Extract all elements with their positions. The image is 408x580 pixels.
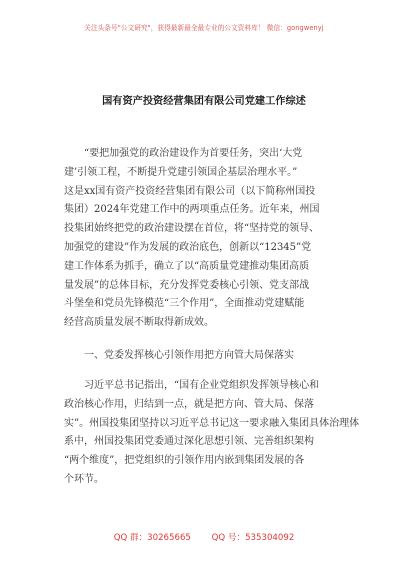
paragraph-intro [64,145,344,333]
footer-contact [0,531,408,543]
paragraph-line: 个环节。 [64,473,104,485]
paragraph-line: 集团）2024年党建工作中的两项重点任务。近年来，州国 [64,204,320,216]
paragraph-line: 政治核心作用，归结到一点，就是把方向、管大局、保落 [64,398,314,410]
paragraph-line: 量发展”的总体目标，充分发挥党委核心引领、党支部战 [64,279,310,291]
document-title: 国有资产投资经营集团有限公司党建工作综述 [102,96,306,107]
footer-qq-number: QQ 号：535304092 [211,533,295,543]
paragraph-line: 实”。州国投集团坚持以习近平总书记这一要求融入集团具体治理体 [64,417,360,429]
paragraph-line: 斗堡垒和党员先锋模范“三个作用”，全面推动党建赋能 [64,298,305,310]
paragraph-line: “两个维度”，把党组织的引领作用内嵌到集团发展的各 [64,455,305,467]
paragraph-line: 系中，州国投集团党委通过深化思想引领、完善组织架构 [64,436,314,448]
paragraph-line: 投集团始终把党的政治建设摆在首位，将“坚持党的领导、 [64,223,320,235]
paragraph-line: 经营高质量发展不断取得新成效。 [64,317,214,329]
paragraph-line: 建工作体系为抓手，确立了以“高质量党建推动集团高质 [64,260,310,272]
header-banner: 关注头条号"公文研究"，获得最新最全最专业的公文资料库！ 微信：gongwenyj [84,24,324,32]
section-heading: 一、党委发挥核心引领作用把方向管大局保落实 [84,350,294,361]
paragraph-line: 习近平总书记指出，“国有企业党组织发挥领导核心和 [84,380,320,391]
paragraph-line: 这是xx国有资产投资经营集团有限公司（以下简称州国投 [64,185,316,197]
paragraph-line: 加强党的建设”作为发展的政治底色，创新以“12345”党 [64,241,312,253]
paragraph-line: “要把加强党的政治建设作为首要任务，突出‘大党 [84,148,303,159]
paragraph-section1 [64,377,360,490]
footer-qq-group: QQ 群：30265665 [113,533,191,543]
paragraph-line: 建’引领工程，不断提升党建引领国企基层治理水平。” [64,166,298,178]
